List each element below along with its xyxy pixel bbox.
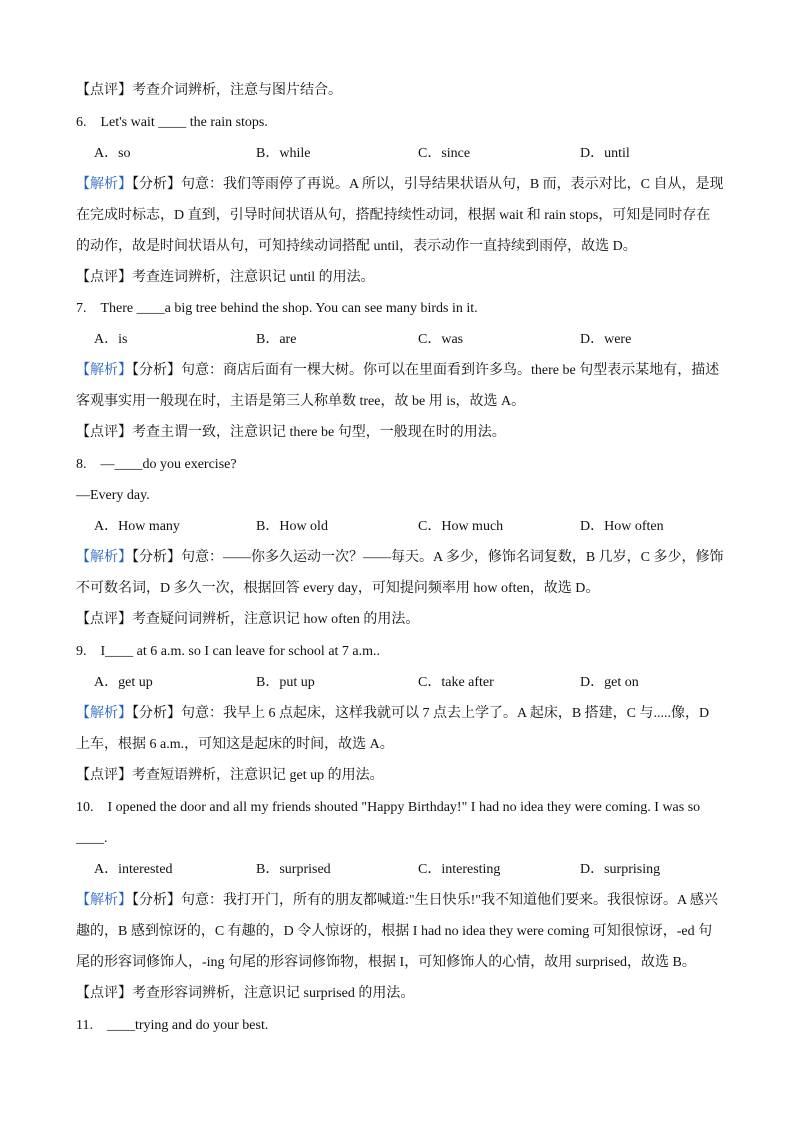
text-line [76, 207, 756, 225]
text-run: 【分析】句意：——你多久运动一次？——每天。A 多少，修饰名词复数，B 几岁，C 多少，修饰 [132, 550, 724, 565]
analysis-tag: 【解析】 [76, 550, 132, 565]
text-line [76, 176, 756, 194]
text-run: 【点评】考查连词辨析，注意识记 until 的用法。 [76, 270, 375, 285]
text-line [76, 611, 756, 629]
text-line [76, 300, 756, 318]
text-line [76, 487, 756, 505]
option-c: C．How much [418, 519, 504, 534]
text-run: 【分析】句意：我们等雨停了再说。A 所以，引导结果状语从句，B 而，表示对比，C 自从，是现 [132, 177, 724, 192]
text-run: 客观事实用一般现在时，主语是第三人称单数 tree，故 be 用 is，故选 A。 [76, 394, 526, 409]
option-a: A．is [94, 332, 128, 347]
text-line [76, 362, 756, 380]
options-row [94, 331, 754, 349]
text-run: —Every day. [76, 488, 150, 503]
text-line [76, 456, 756, 474]
option-b: B．How old [256, 519, 328, 534]
option-a: A．get up [94, 675, 153, 690]
text-run: 【点评】考查主谓一致，注意识记 there be 句型，一般现在时的用法。 [76, 425, 506, 440]
text-line [76, 424, 756, 442]
text-line [76, 1017, 756, 1035]
text-run: 的动作，故是时间状语从句，可知持续动词搭配 until，表示动作一直持续到雨停，故选 D。 [76, 239, 637, 254]
text-run: 8. —____do you exercise? [76, 457, 237, 472]
option-c: C．since [418, 146, 471, 161]
options-row [94, 861, 754, 879]
text-line [76, 892, 756, 910]
text-line [76, 269, 756, 287]
text-run: 【分析】句意：商店后面有一棵大树。你可以在里面看到许多鸟。there be 句型表示某地有，描述 [132, 363, 720, 378]
text-run: 11. ____trying and do your best. [76, 1018, 269, 1033]
option-d: D．were [580, 332, 632, 347]
options-row [94, 145, 754, 163]
option-d: D．surprising [580, 862, 661, 877]
analysis-tag: 【解析】 [76, 177, 132, 192]
option-a: A．interested [94, 862, 173, 877]
text-line [76, 985, 756, 1003]
text-run: 【点评】考查疑问词辨析，注意识记 how often 的用法。 [76, 612, 420, 627]
option-c: C．take after [418, 675, 494, 690]
option-c: C．was [418, 332, 464, 347]
text-line [76, 238, 756, 256]
options-row [94, 674, 754, 692]
text-run: 尾的形容词修饰人，-ing 句尾的形容词修饰物，根据 I，可知修饰人的心情，故用 surprised，故选 B。 [76, 955, 696, 970]
text-run: 10. I opened the door and all my friends shouted "Happy Birthday!" I had no idea they were coming. I was so [76, 800, 701, 815]
text-line [76, 736, 756, 754]
option-b: B．surprised [256, 862, 331, 877]
options-row [94, 518, 754, 536]
option-d: D．How often [580, 519, 664, 534]
option-b: B．while [256, 146, 311, 161]
option-d: D．until [580, 146, 630, 161]
text-line [76, 580, 756, 598]
text-line [76, 954, 756, 972]
text-line [76, 799, 756, 817]
text-run: 不可数名词，D 多久一次，根据回答 every day，可知提问频率用 how often，故选 D。 [76, 581, 600, 596]
analysis-tag: 【解析】 [76, 363, 132, 378]
text-run: 【点评】考查介词辨析，注意与图片结合。 [76, 83, 342, 98]
text-run: ____. [76, 831, 108, 846]
text-run: 趣的，B 感到惊讶的，C 有趣的，D 令人惊讶的，根据 I had no idea they were coming 可知很惊讶，-ed 句 [76, 924, 713, 939]
text-run: 【分析】句意：我早上 6 点起床，这样我就可以 7 点去上学了。A 起床，B 搭建，C 与.....像，D [132, 706, 710, 721]
text-run: 9. I____ at 6 a.m. so I can leave for school at 7 a.m.. [76, 644, 381, 659]
text-line [76, 923, 756, 941]
analysis-tag: 【解析】 [76, 706, 132, 721]
text-line [76, 549, 756, 567]
option-b: B．put up [256, 675, 315, 690]
analysis-tag: 【解析】 [76, 893, 132, 908]
option-c: C．interesting [418, 862, 501, 877]
text-run: 【点评】考查形容词辨析，注意识记 surprised 的用法。 [76, 986, 415, 1001]
text-line [76, 705, 756, 723]
option-d: D．get on [580, 675, 639, 690]
text-line [76, 767, 756, 785]
option-a: A．How many [94, 519, 180, 534]
text-run: 【点评】考查短语辨析，注意识记 get up 的用法。 [76, 768, 384, 783]
text-line [76, 830, 756, 848]
text-line [76, 82, 756, 100]
text-run: 在完成时标志，D 直到，引导时间状语从句，搭配持续性动词，根据 wait 和 rain stops，可知是同时存在 [76, 208, 711, 223]
option-a: A．so [94, 146, 131, 161]
text-run: 【分析】句意：我打开门，所有的朋友都喊道:"生日快乐!"我不知道他们要来。我很惊讶。A 感兴 [132, 893, 718, 908]
text-line [76, 114, 756, 132]
text-line [76, 643, 756, 661]
text-run: 7. There ____a big tree behind the shop. You can see many birds in it. [76, 301, 478, 316]
text-line [76, 393, 756, 411]
text-run: 6. Let's wait ____ the rain stops. [76, 115, 268, 130]
option-b: B．are [256, 332, 297, 347]
text-run: 上车，根据 6 a.m.，可知这是起床的时间，故选 A。 [76, 737, 394, 752]
